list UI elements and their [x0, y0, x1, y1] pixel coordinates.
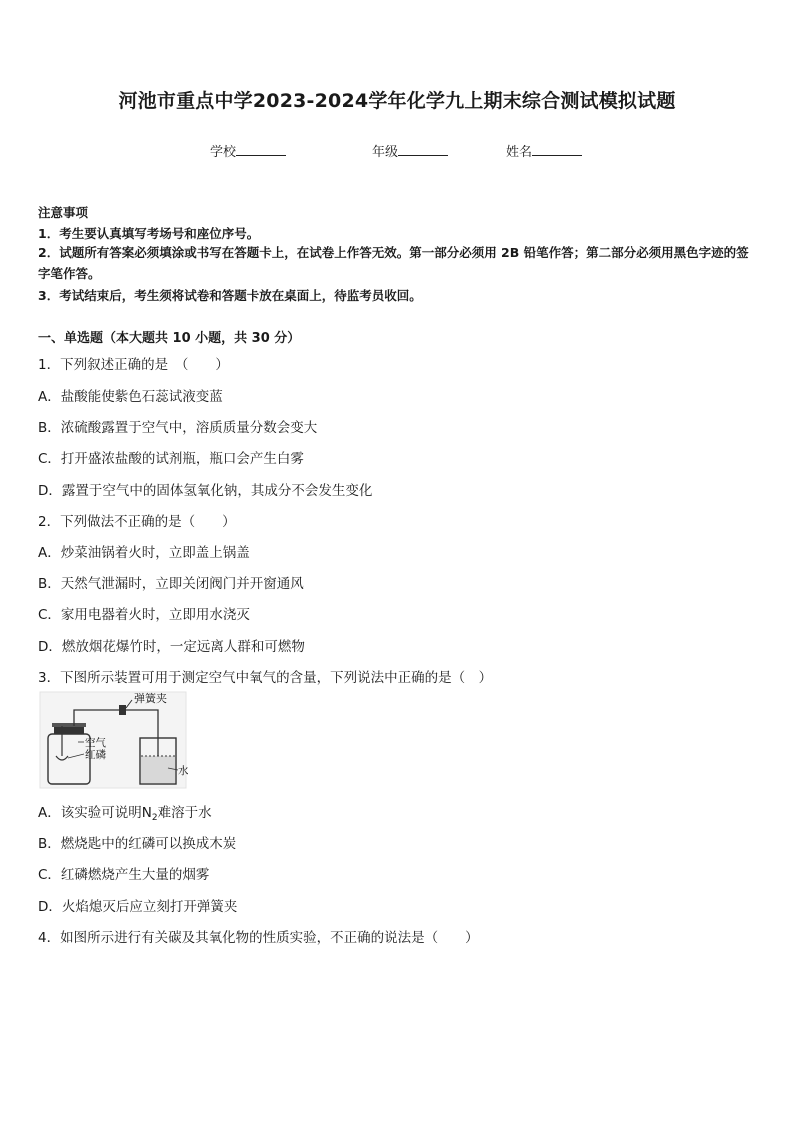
grade-label: 年级 — [372, 145, 399, 160]
school-label: 学校 — [210, 145, 237, 160]
option: D．火焰熄灭后应立刻打开弹簧夹 — [38, 899, 238, 915]
clamp-icon — [119, 705, 126, 715]
school-field — [210, 141, 286, 160]
air-label: 空气 — [85, 737, 106, 749]
option: C．红磷燃烧产生大量的烟雾 — [38, 867, 210, 883]
option: B．浓硫酸露置于空气中，溶质质量分数会变大 — [38, 420, 318, 436]
option: D．露置于空气中的固体氢氧化钠，其成分不会发生变化 — [38, 483, 373, 499]
grade-blank[interactable] — [398, 143, 448, 156]
note-item: 1．考生要认真填写考场号和座位序号。 — [38, 226, 260, 241]
option: C．打开盛浓盐酸的试剂瓶，瓶口会产生白雾 — [38, 451, 304, 467]
notes-heading: 注意事项 — [38, 205, 89, 220]
option: B．燃烧匙中的红磷可以换成木炭 — [38, 836, 237, 852]
stopper — [54, 726, 84, 734]
option: A．炒菜油锅着火时，立即盖上锅盖 — [38, 545, 250, 561]
question-stem: 3．下图所示装置可用于测定空气中氧气的含量，下列说法中正确的是（ ） — [38, 670, 493, 686]
option-text: A．该实验可说明N — [38, 805, 152, 821]
option: D．燃放烟花爆竹时，一定远离人群和可燃物 — [38, 639, 305, 655]
water-label: 水 — [178, 765, 188, 777]
stopper-top — [52, 723, 86, 727]
option-text: 难溶于水 — [157, 805, 212, 821]
name-field — [506, 141, 582, 160]
question-stem: 4．如图所示进行有关碳及其氧化物的性质实验，不正确的说法是（ ） — [38, 930, 479, 946]
page-title: 河池市重点中学2023-2024学年化学九上期末综合测试模拟试题 — [118, 90, 676, 112]
section-heading: 一、单选题（本大题共 10 小题，共 30 分） — [38, 331, 301, 346]
name-label: 姓名 — [506, 145, 533, 160]
clamp-label: 弹簧夹 — [134, 692, 167, 705]
apparatus-figure — [38, 690, 188, 790]
phosphorus-label: 红磷 — [85, 749, 106, 761]
water-fill — [141, 756, 175, 783]
school-blank[interactable] — [236, 143, 286, 156]
option: A．盐酸能使紫色石蕊试液变蓝 — [38, 389, 223, 405]
option: C．家用电器着火时，立即用水浇灭 — [38, 607, 250, 623]
note-item: 2．试题所有答案必须填涂或书写在答题卡上，在试卷上作答无效。第一部分必须用 2B 铅笔作答；第二部分必须用黑色字迹的签字笔作答。 — [38, 245, 749, 281]
option — [38, 801, 212, 823]
question-stem: 2．下列做法不正确的是（ ） — [38, 514, 236, 530]
note-item: 3．考试结束后，考生须将试卷和答题卡放在桌面上，待监考员收回。 — [38, 288, 422, 303]
subscript: 2 — [151, 813, 158, 823]
question-stem: 1．下列叙述正确的是 （ ） — [38, 357, 229, 373]
grade-field — [372, 141, 448, 160]
name-blank[interactable] — [532, 143, 582, 156]
option: B．天然气泄漏时，立即关闭阀门并开窗通风 — [38, 576, 304, 592]
